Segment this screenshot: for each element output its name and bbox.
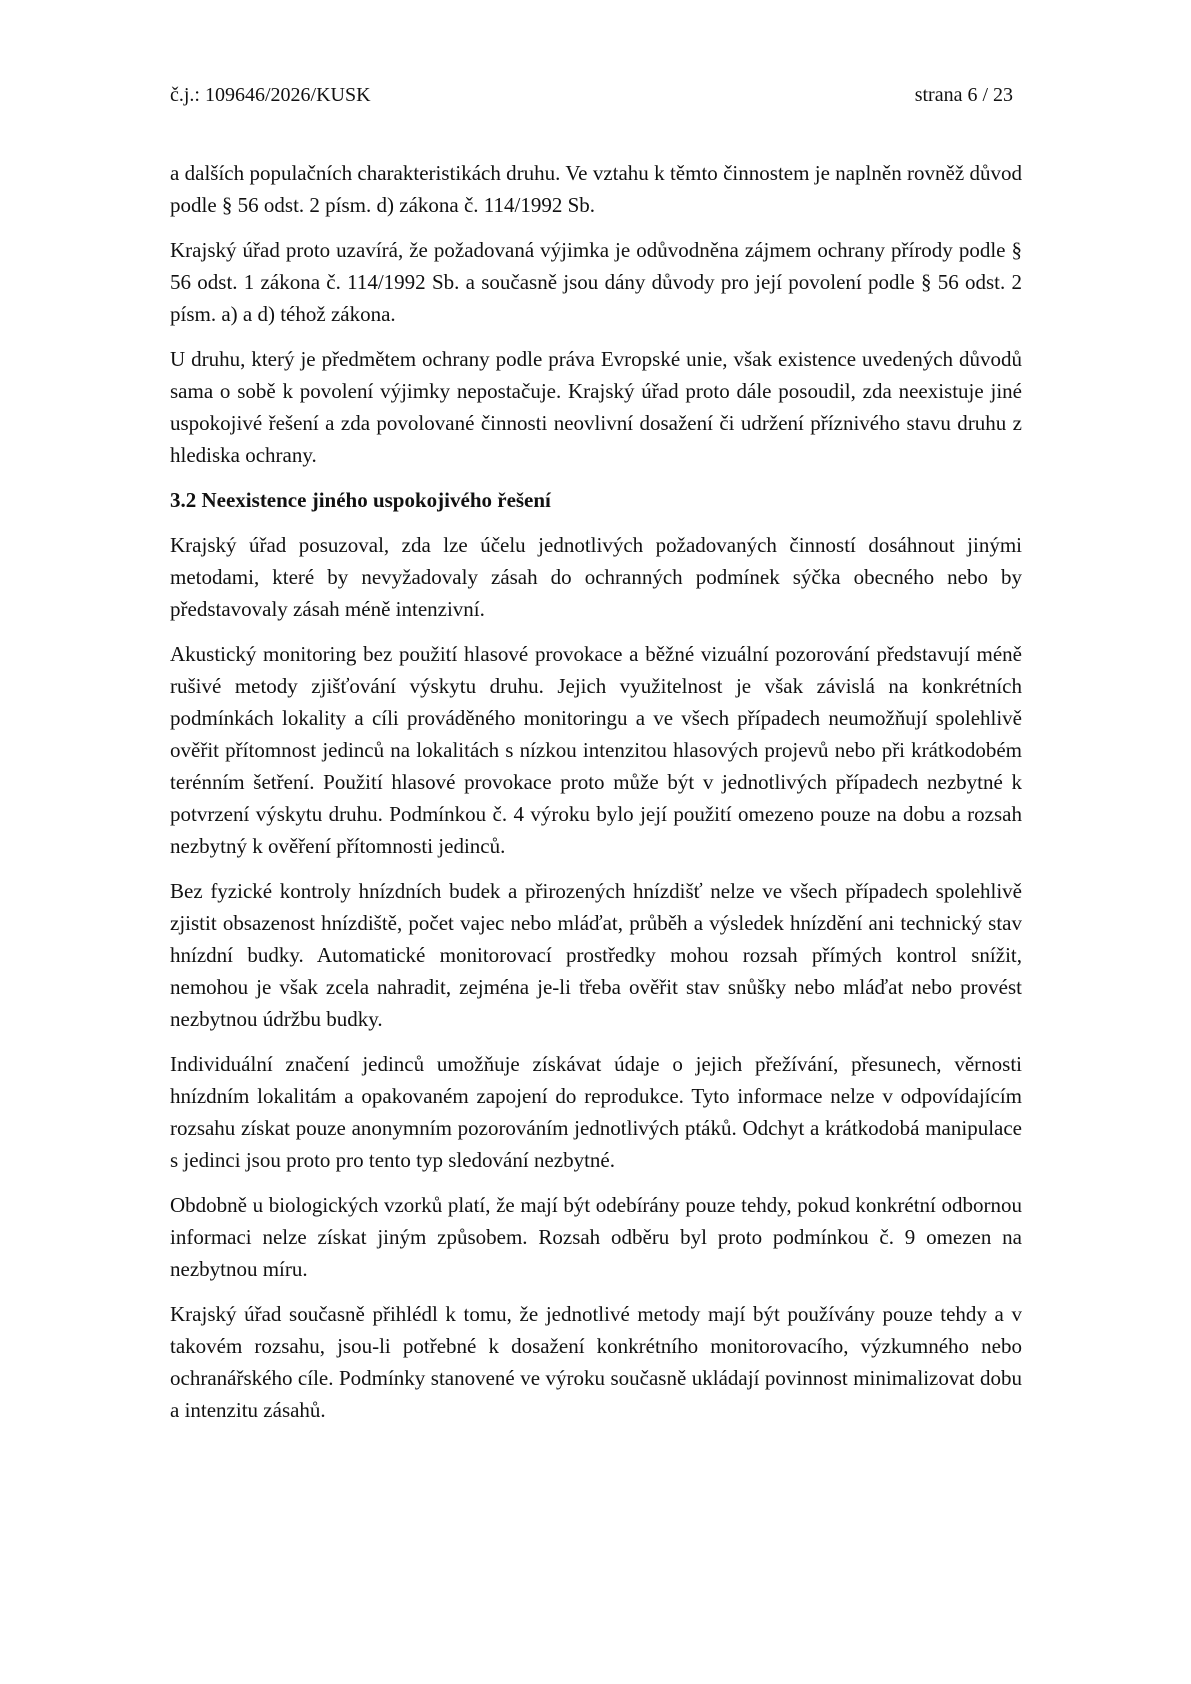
paragraph: Krajský úřad proto uzavírá, že požadovaná výjimka je odůvodněna zájmem ochrany přírody podle § 56 odst. 1 zákona č. 114/1992 Sb. a současně jsou dány důvody pro její povolení podle § 56 odst. 2 písm. a) a d) téhož zákona. (170, 238, 1022, 326)
section-heading: 3.2 Neexistence jiného uspokojivého řešení (170, 488, 551, 512)
paragraph: Obdobně u biologických vzorků platí, že mají být odebírány pouze tehdy, pokud konkrétní odbornou informaci nelze získat jiným způsobem. Rozsah odběru byl proto podmínkou č. 9 omezen na nezbytnou míru. (170, 1193, 1022, 1281)
document-body (170, 157, 1022, 1439)
paragraph: a dalších populačních charakteristikách druhu. Ve vztahu k těmto činnostem je naplněn rovněž důvod podle § 56 odst. 2 písm. d) zákona č. 114/1992 Sb. (170, 161, 1022, 217)
paragraph: Krajský úřad posuzoval, zda lze účelu jednotlivých požadovaných činností dosáhnout jinými metodami, které by nevyžadovaly zásah do ochranných podmínek sýčka obecného nebo by představovaly zásah méně intenzivní. (170, 533, 1022, 621)
paragraph: U druhu, který je předmětem ochrany podle práva Evropské unie, však existence uvedených důvodů sama o sobě k povolení výjimky nepostačuje. Krajský úřad proto dále posoudil, zda neexistuje jiné uspokojivé řešení a zda povolované činnosti neovlivní dosažení či udržení příznivého stavu druhu z hlediska ochrany. (170, 347, 1022, 467)
page-header (170, 82, 1013, 108)
reference-number: č.j.: 109646/2026/KUSK (170, 84, 371, 106)
paragraph: Krajský úřad současně přihlédl k tomu, že jednotlivé metody mají být používány pouze tehdy a v takovém rozsahu, jsou-li potřebné k dosažení konkrétního monitorovacího, výzkumného nebo ochranářského cíle. Podmínky stanovené ve výroku současně ukládají povinnost minimalizovat dobu a intenzitu zásahů. (170, 1302, 1022, 1422)
paragraph: Individuální značení jedinců umožňuje získávat údaje o jejich přežívání, přesunech, věrnosti hnízdním lokalitám a opakovaném zapojení do reprodukce. Tyto informace nelze v odpovídajícím rozsahu získat pouze anonymním pozorováním jednotlivých ptáků. Odchyt a krátkodobá manipulace s jedinci jsou proto pro tento typ sledování nezbytné. (170, 1052, 1022, 1172)
paragraph: Akustický monitoring bez použití hlasové provokace a běžné vizuální pozorování představují méně rušivé metody zjišťování výskytu druhu. Jejich využitelnost je však závislá na konkrétních podmínkách lokality a cíli prováděného monitoringu a ve všech případech neumožňují spolehlivě ověřit přítomnost jedinců na lokalitách s nízkou intenzitou hlasových projevů nebo při krátkodobém terénním šetření. Použití hlasové provokace proto může být v jednotlivých případech nezbytné k potvrzení výskytu druhu. Podmínkou č. 4 výroku bylo její použití omezeno pouze na dobu a rozsah nezbytný k ověření přítomnosti jedinců. (170, 642, 1022, 858)
paragraph: Bez fyzické kontroly hnízdních budek a přirozených hnízdišť nelze ve všech případech spolehlivě zjistit obsazenost hnízdiště, počet vajec nebo mláďat, průběh a výsledek hnízdění ani technický stav hnízdní budky. Automatické monitorovací prostředky mohou rozsah přímých kontrol snížit, nemohou je však zcela nahradit, zejména je-li třeba ověřit stav snůšky nebo mláďat nebo provést nezbytnou údržbu budky. (170, 879, 1022, 1031)
page-number: strana 6 / 23 (914, 84, 1013, 106)
